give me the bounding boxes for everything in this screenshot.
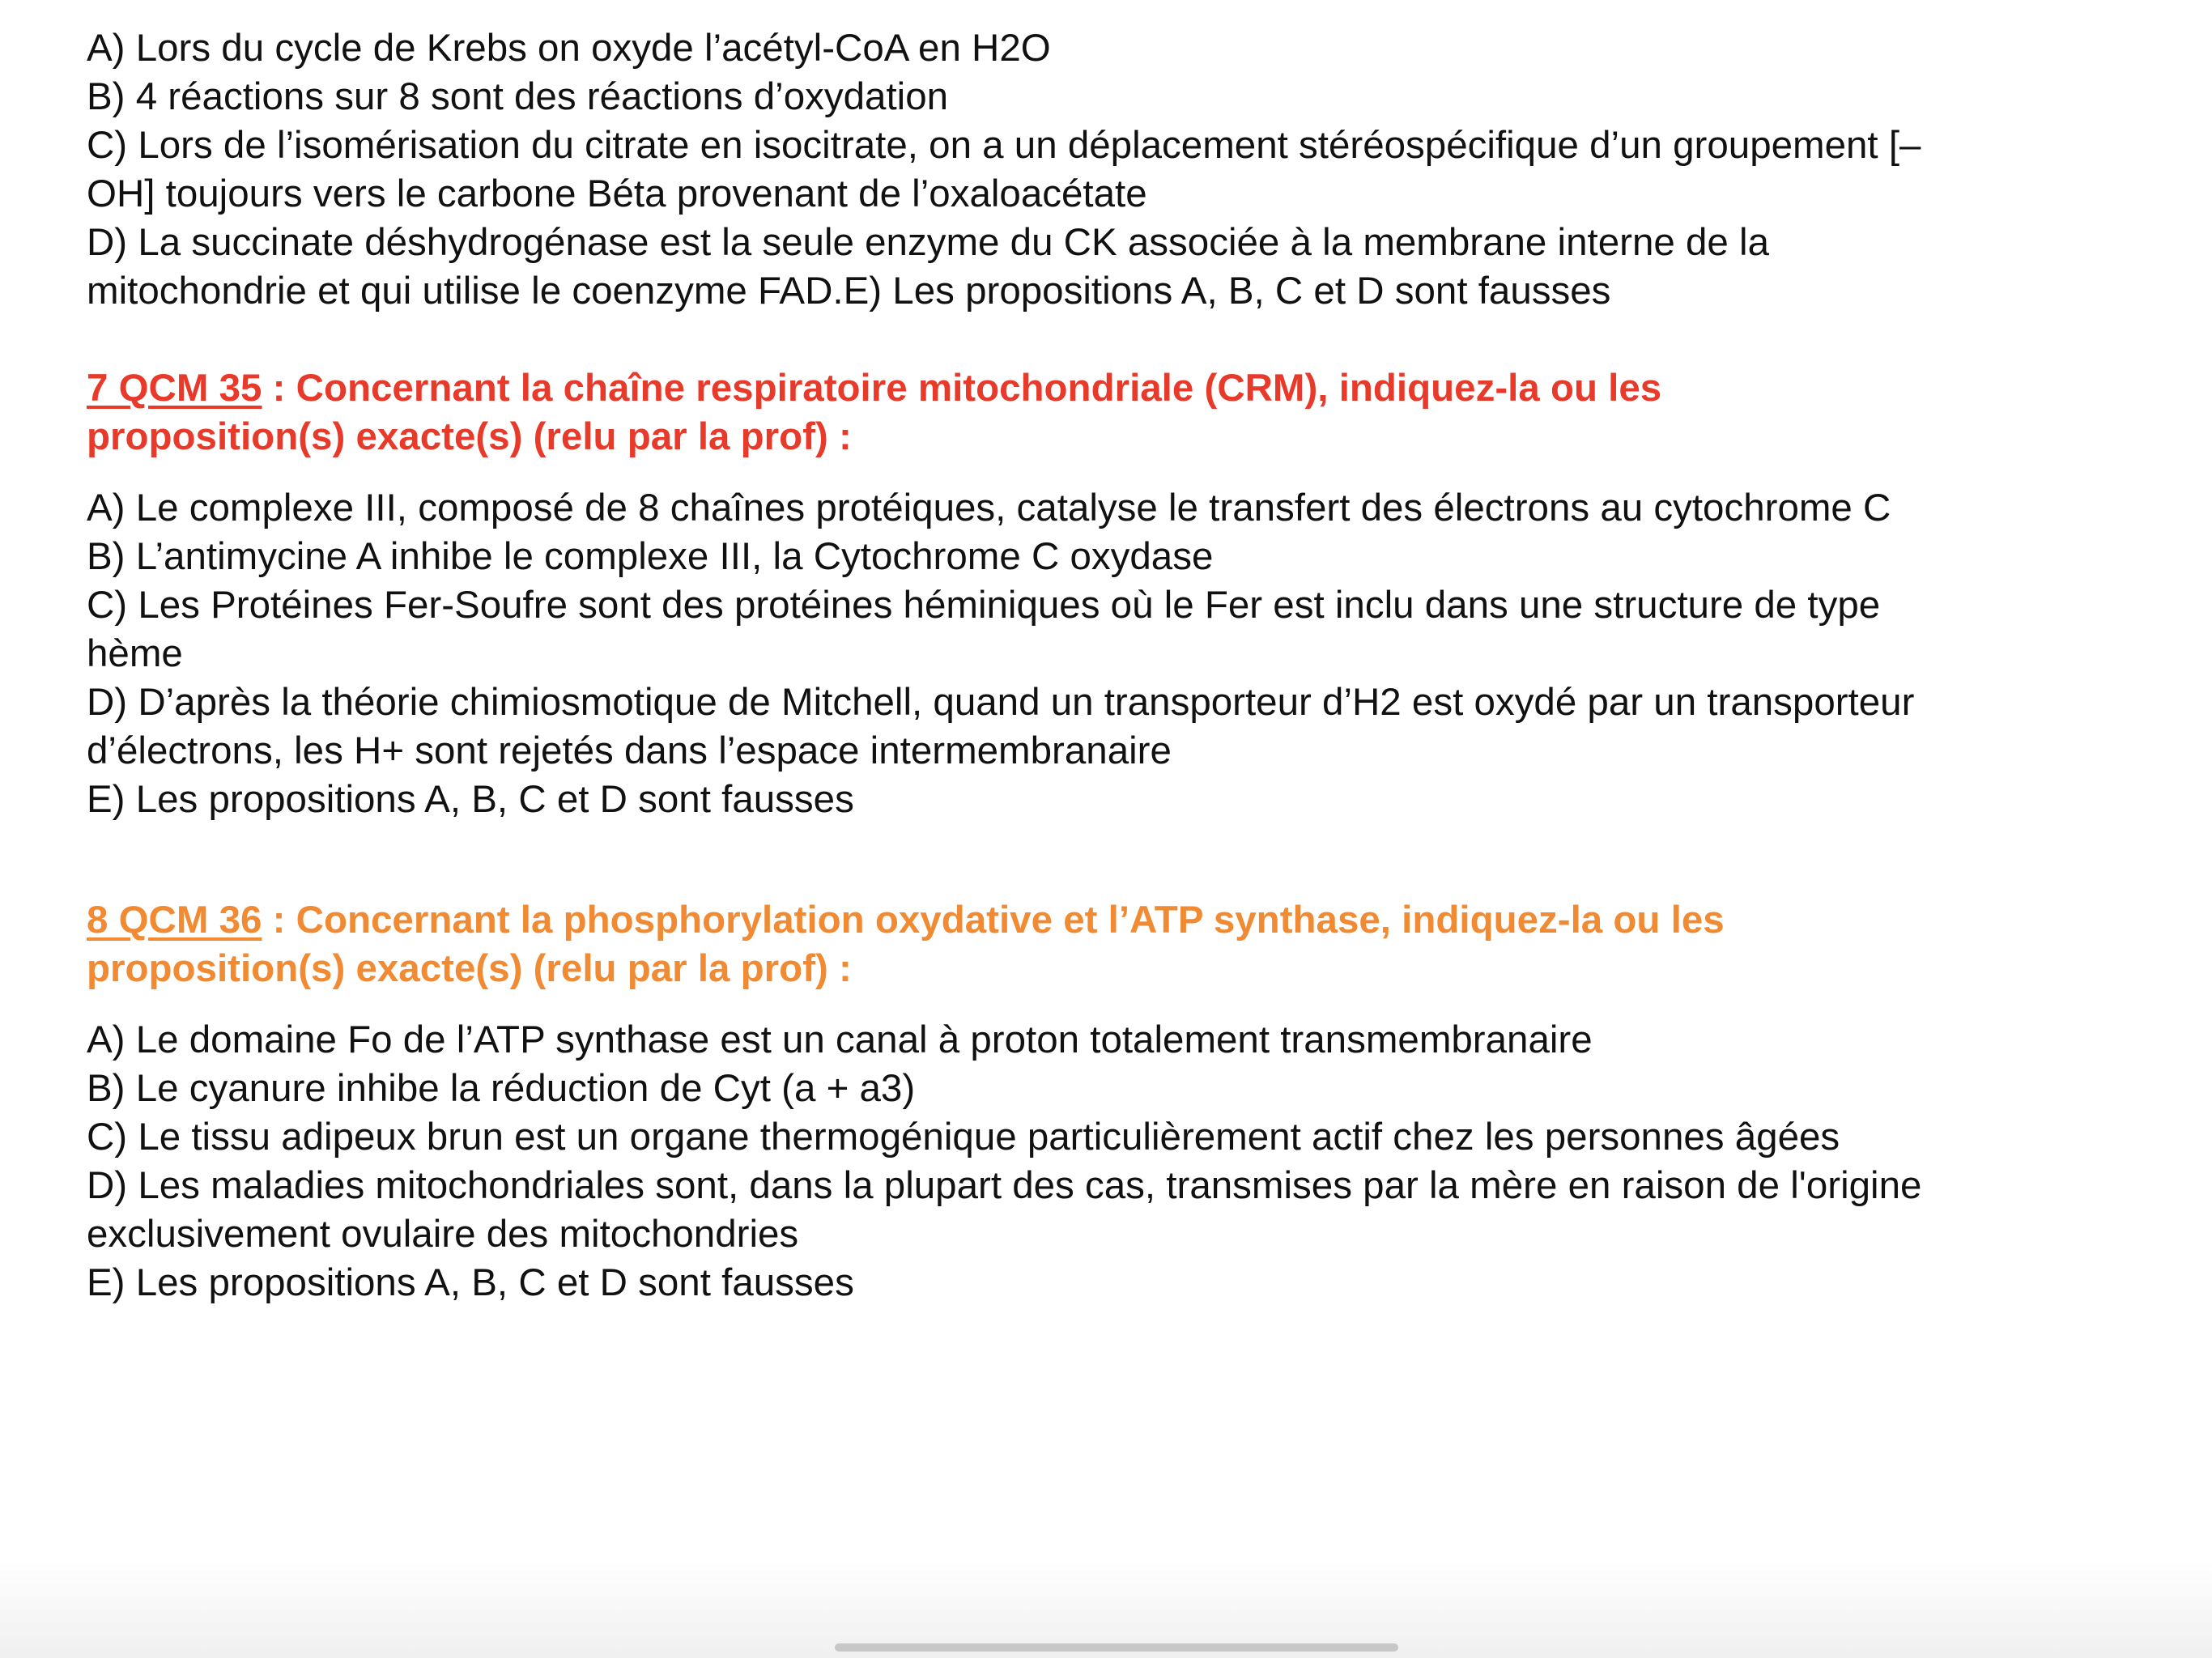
option-line: D) D’après la théorie chimiosmotique de Mitchell, quand un transporteur d’H2 est oxydé par un transporteur xyxy=(87,681,1915,724)
spacer xyxy=(87,824,2127,896)
option-line: D) La succinate déshydrogénase est la seule enzyme du CK associée à la membrane interne de la xyxy=(87,221,1769,264)
question-8-title xyxy=(87,896,2127,945)
previous-question-options xyxy=(87,24,2127,316)
option-line: A) Le domaine Fo de l’ATP synthase est un canal à proton totalement transmembranaire xyxy=(87,1018,1593,1061)
option-line: B) L’antimycine A inhibe le complexe III, la Cytochrome C oxydase xyxy=(87,535,1214,578)
home-indicator[interactable] xyxy=(835,1643,1398,1652)
option-line: hème xyxy=(87,632,183,675)
question-8-title-text: : Concernant la phosphorylation oxydative et l’ATP synthase, indiquez-la ou les xyxy=(262,899,1725,942)
option-line: mitochondrie et qui utilise le coenzyme FAD.E) Les propositions A, B, C et D sont fausses xyxy=(87,270,1611,312)
option-line: E) Les propositions A, B, C et D sont fausses xyxy=(87,1261,854,1304)
option-line: A) Le complexe III, composé de 8 chaînes protéiques, catalyse le transfert des électrons au cytochrome C xyxy=(87,487,1891,529)
question-7-options xyxy=(87,484,2127,824)
question-8 xyxy=(87,896,2127,1307)
option-line: A) Lors du cycle de Krebs on oxyde l’acétyl-CoA en H2O xyxy=(87,27,1051,70)
option-line: B) 4 réactions sur 8 sont des réactions d’oxydation xyxy=(87,75,949,118)
option-line: OH] toujours vers le carbone Béta provenant de l’oxaloacétate xyxy=(87,172,1147,215)
spacer xyxy=(87,461,2127,484)
option-line: exclusivement ovulaire des mitochondries xyxy=(87,1213,799,1256)
question-8-number: 8 QCM 36 xyxy=(87,899,262,942)
option-line: E) Les propositions A, B, C et D sont fausses xyxy=(87,778,854,821)
option-line: D) Les maladies mitochondriales sont, dans la plupart des cas, transmises par la mère en raison de l'origine xyxy=(87,1164,1922,1207)
question-7-title-continued: proposition(s) exacte(s) (relu par la prof) : xyxy=(87,415,852,458)
option-line: C) Le tissu adipeux brun est un organe thermogénique particulièrement actif chez les personnes âgées xyxy=(87,1116,1840,1158)
option-line: C) Lors de l’isomérisation du citrate en isocitrate, on a un déplacement stéréospécifique d’un groupement [– xyxy=(87,124,1921,167)
option-line: d’électrons, les H+ sont rejetés dans l’espace intermembranaire xyxy=(87,729,1172,772)
question-8-options xyxy=(87,1016,2127,1307)
option-line: C) Les Protéines Fer-Soufre sont des protéines héminiques où le Fer est inclu dans une structure de type xyxy=(87,584,1881,627)
question-7-number: 7 QCM 35 xyxy=(87,367,262,410)
spacer xyxy=(87,316,2127,364)
spacer xyxy=(87,993,2127,1016)
option-line: B) Le cyanure inhibe la réduction de Cyt (a + a3) xyxy=(87,1067,916,1110)
document-page xyxy=(87,24,2127,1307)
question-7 xyxy=(87,364,2127,824)
question-8-title-continued: proposition(s) exacte(s) (relu par la prof) : xyxy=(87,947,852,990)
question-7-title xyxy=(87,364,2127,413)
question-7-title-text: : Concernant la chaîne respiratoire mitochondriale (CRM), indiquez-la ou les xyxy=(262,367,1662,410)
